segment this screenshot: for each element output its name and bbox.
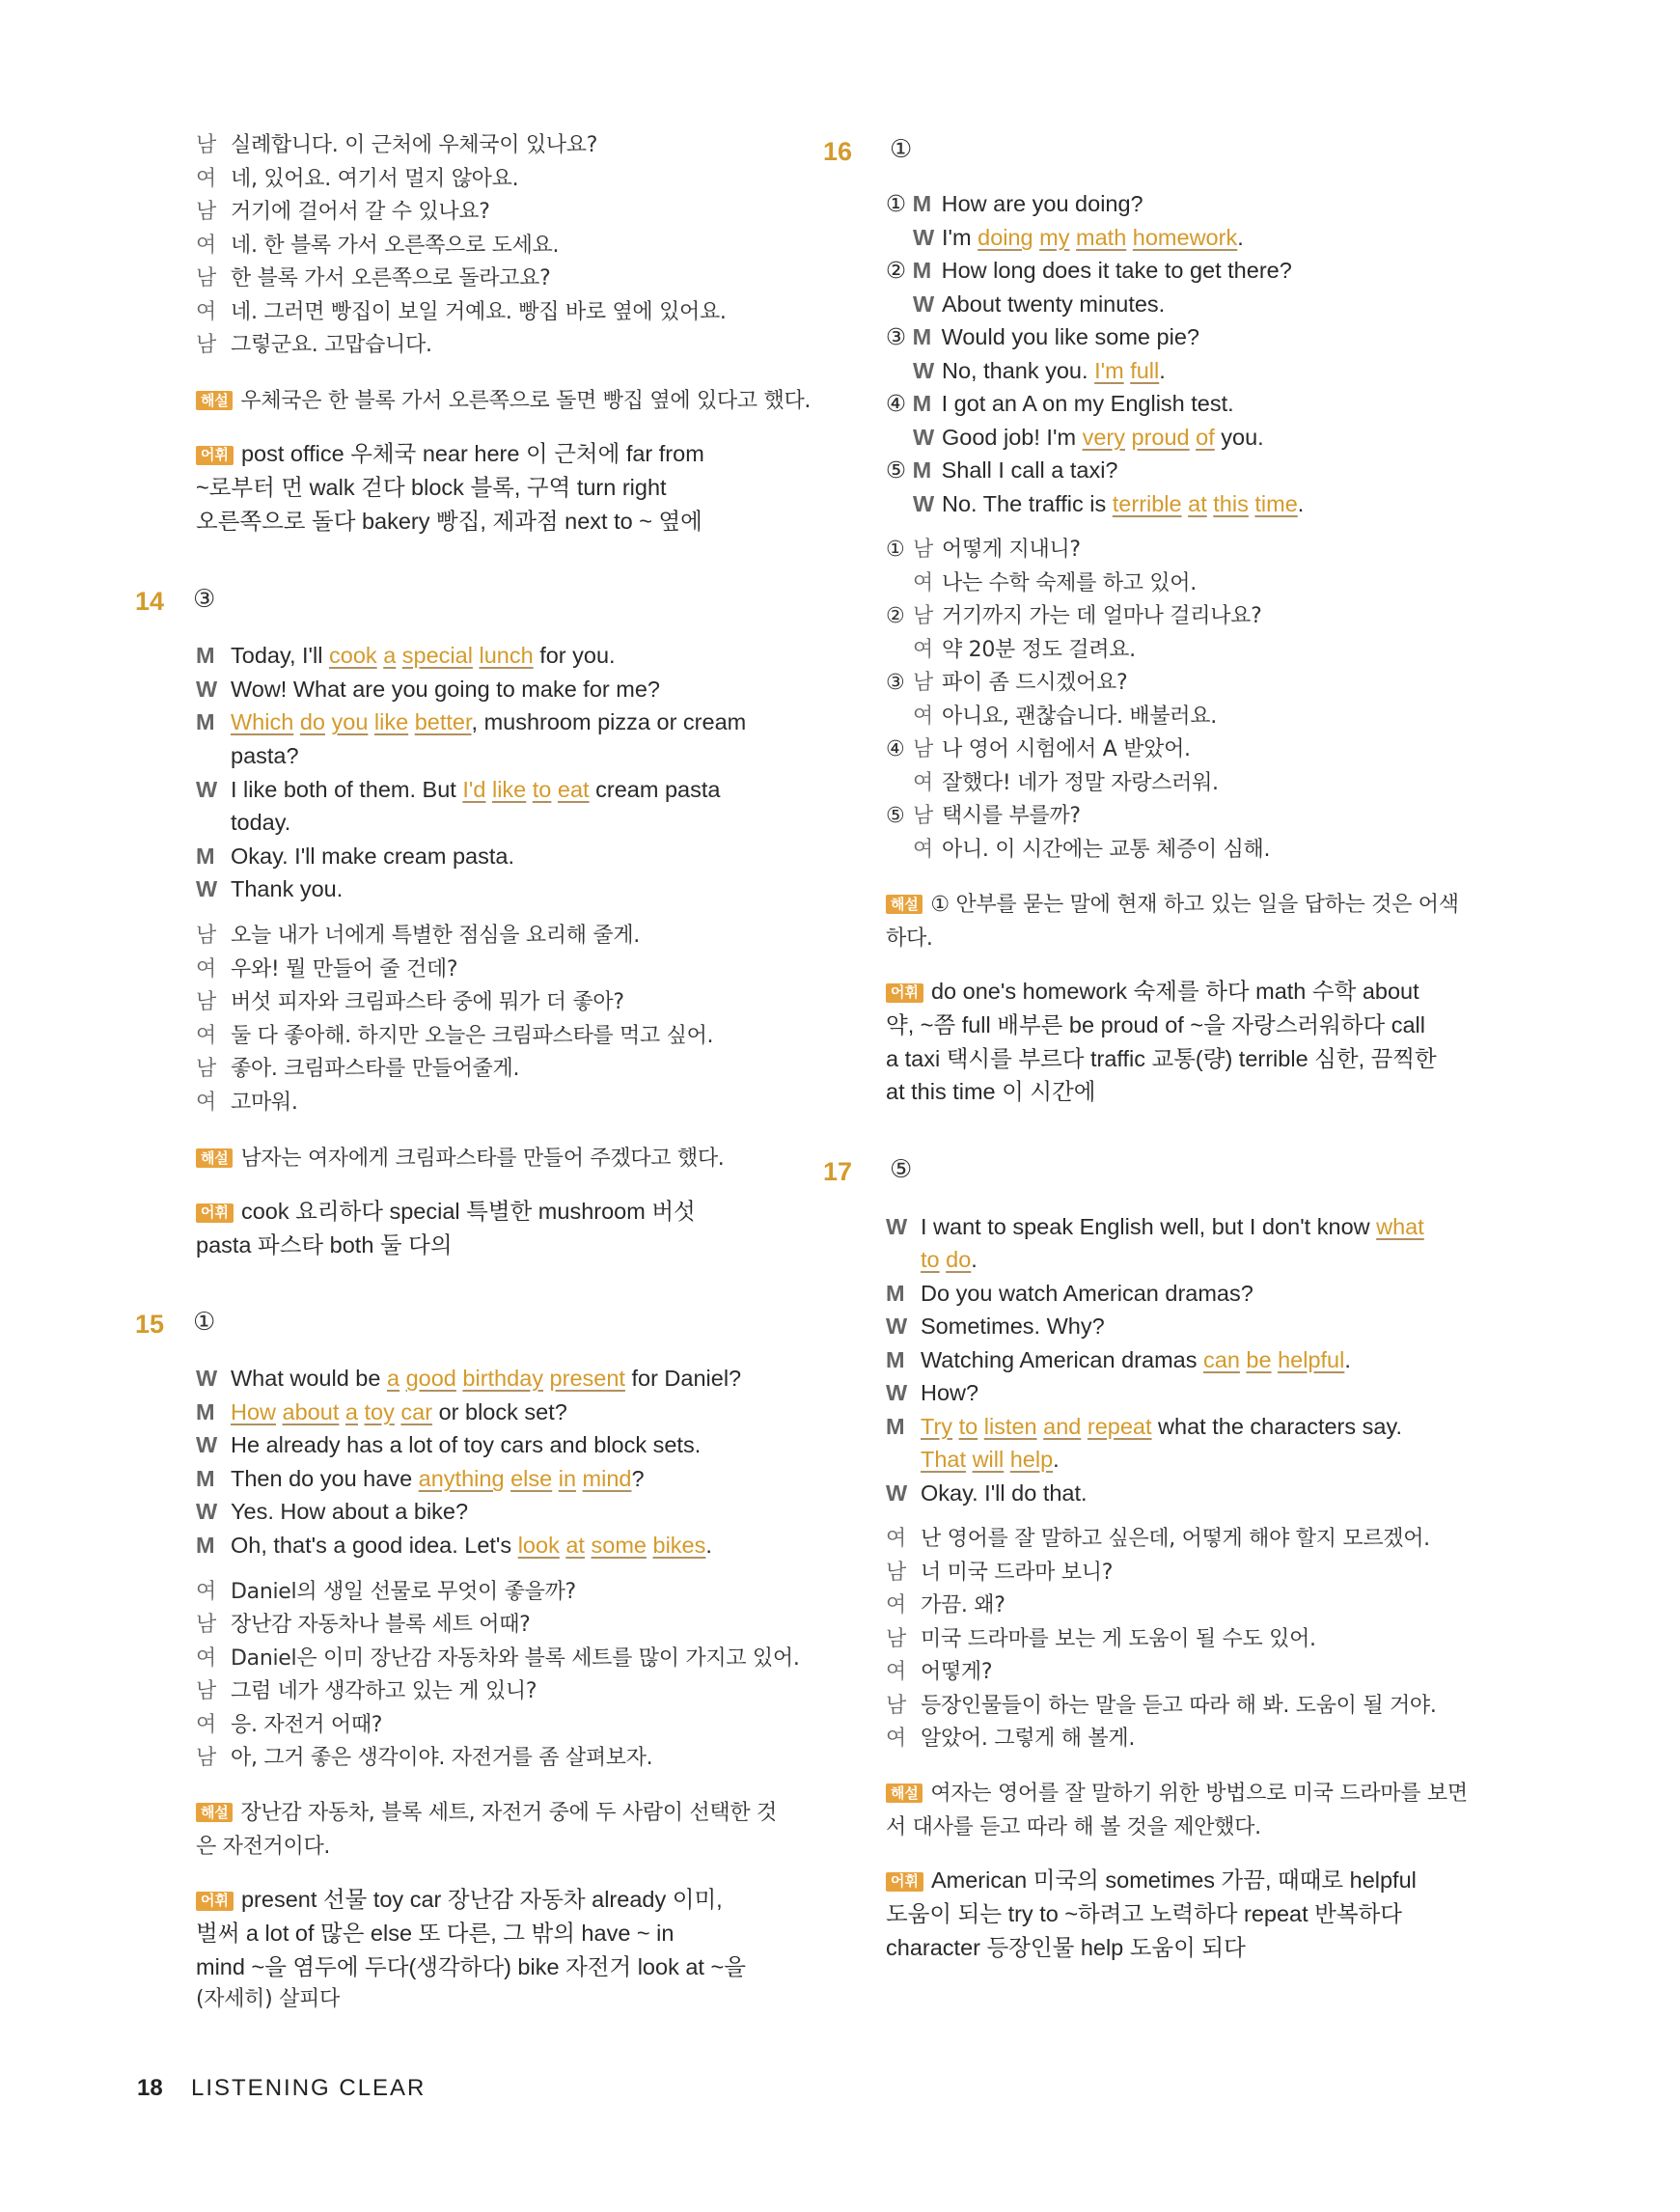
explain-tag: 해설 (886, 895, 923, 914)
explanation: 서 대사를 듣고 따라 해 볼 것을 제안했다. (886, 1815, 1261, 1839)
dialog-line: That will help. (921, 1447, 1060, 1472)
question-answer: ① (890, 135, 913, 164)
explain-tag: 해설 (196, 1803, 233, 1822)
dialog-line: ③ M Would you like some pie? (886, 323, 1199, 350)
kr-line: 여 네. 그러면 빵집이 보일 거예요. 빵집 바로 옆에 있어요. (196, 300, 727, 324)
kr-line: 여 Daniel의 생일 선물로 무엇이 좋을까? (196, 1580, 576, 1604)
kr-line: 여 어떻게? (886, 1660, 993, 1684)
dialog-line: ② M How long does it take to get there? (886, 257, 1292, 284)
kr-line: ② 남 거기까지 가는 데 얼마나 걸리나요? (886, 604, 1262, 628)
dialog-line: M Today, I'll cook a special lunch for you. (196, 643, 616, 668)
dialog-line: M Watching American dramas can be helpful. (886, 1347, 1351, 1372)
question-answer: ① (193, 1308, 216, 1337)
dialog-line: W Yes. How about a bike? (196, 1499, 469, 1524)
kr-line: 여 네, 있어요. 여기서 멀지 않아요. (196, 167, 519, 191)
dialog-line: W I like both of them. But I'd like to eat cream pasta (196, 777, 721, 802)
kr-line: 남 그렇군요. 고맙습니다. (196, 333, 432, 357)
explain-tag: 해설 (886, 1783, 923, 1803)
vocab-line: 어휘 present 선물 toy car 장난감 자동차 already 이미, (196, 1885, 723, 1914)
kr-line: 남 실례합니다. 이 근처에 우체국이 있나요? (196, 133, 598, 157)
explanation: 은 자전거이다. (196, 1835, 331, 1859)
kr-line: 남 미국 드라마를 보는 게 도움이 될 수도 있어. (886, 1627, 1316, 1651)
explanation: 해설 남자는 여자에게 크림파스타를 만들어 주겠다고 했다. (196, 1145, 725, 1174)
explanation: 해설 장난감 자동차, 블록 세트, 자전거 중에 두 사람이 선택한 것 (196, 1799, 777, 1828)
dialog-line: W What would be a good birthday present for Daniel? (196, 1366, 742, 1391)
kr-line: 남 너 미국 드라마 보니? (886, 1561, 1114, 1585)
kr-line: 여 가끔. 왜? (886, 1593, 1005, 1618)
kr-line: 남 아, 그거 좋은 생각이야. 자전거를 좀 살펴보자. (196, 1746, 653, 1770)
dialog-line: M Try to listen and repeat what the characters say. (886, 1414, 1403, 1439)
explanation: 해설 여자는 영어를 잘 말하기 위한 방법으로 미국 드라마를 보면 (886, 1780, 1468, 1809)
vocab-tag: 어휘 (196, 446, 234, 465)
vocab-line: character 등장인물 help 도움이 되다 (886, 1935, 1246, 1960)
dialog-line: M Then do you have anything else in mind? (196, 1466, 645, 1491)
vocab-line: ~로부터 먼 walk 걷다 block 블록, 구역 turn right (196, 475, 667, 500)
question-number: 15 (135, 1310, 165, 1339)
vocab-line: a taxi 택시를 부르다 traffic 교통(량) terrible 심한, 끔찍한 (886, 1046, 1437, 1071)
kr-line: 남 한 블록 가서 오른쪽으로 돌라고요? (196, 266, 551, 290)
kr-line: 여 Daniel은 이미 장난감 자동차와 블록 세트를 많이 가지고 있어. (196, 1646, 800, 1671)
dialog-line: ① M How are you doing? (886, 190, 1143, 217)
explanation: 해설 우체국은 한 블록 가서 오른쪽으로 돌면 빵집 옆에 있다고 했다. (196, 387, 811, 416)
kr-line: 남 버섯 피자와 크림파스타 중에 뭐가 더 좋아? (196, 990, 624, 1014)
question-number: 16 (823, 137, 853, 166)
dialog-line: W Sometimes. Why? (886, 1313, 1105, 1339)
kr-line: 남 등장인물들이 하는 말을 듣고 따라 해 봐. 도움이 될 거야. (886, 1694, 1437, 1718)
explanation: 하다. (886, 926, 933, 951)
vocab-line: mind ~을 염두에 두다(생각하다) bike 자전거 look at ~을 (196, 1954, 746, 1979)
question-answer: ⑤ (890, 1155, 913, 1184)
vocab-line: 오른쪽으로 돌다 bakery 빵집, 제과점 next to ~ 옆에 (196, 509, 702, 534)
vocab-tag: 어휘 (196, 1203, 234, 1223)
vocab-line: (자세히) 살피다 (196, 1987, 340, 2011)
kr-line: ④ 남 나 영어 시험에서 A 받았어. (886, 737, 1191, 761)
vocab-tag: 어휘 (886, 983, 923, 1003)
kr-line: ⑤ 남 택시를 부를까? (886, 804, 1081, 828)
dialog-line: pasta? (231, 743, 299, 768)
dialog-line: M Do you watch American dramas? (886, 1281, 1253, 1306)
vocab-line: 어휘 cook 요리하다 special 특별한 mushroom 버섯 (196, 1197, 696, 1226)
dialog-line: W Good job! I'm very proud of you. (913, 425, 1264, 450)
vocab-line: 어휘 American 미국의 sometimes 가끔, 때때로 helpful (886, 1866, 1417, 1894)
dialog-line: to do. (921, 1247, 978, 1272)
kr-line: 여 잘했다! 네가 정말 자랑스러워. (913, 771, 1219, 795)
dialog-line: W How? (886, 1380, 979, 1405)
vocab-line: 어휘 do one's homework 숙제를 하다 math 수학 about (886, 977, 1419, 1006)
dialog-line: W About twenty minutes. (913, 291, 1166, 317)
explain-tag: 해설 (196, 391, 233, 410)
kr-line: 여 우와! 뭘 만들어 줄 건데? (196, 957, 458, 982)
dialog-line: W No. The traffic is terrible at this time. (913, 491, 1305, 516)
question-number: 14 (135, 587, 165, 616)
dialog-line: ④ M I got an A on my English test. (886, 390, 1234, 417)
kr-line: ① 남 어떻게 지내니? (886, 538, 1081, 562)
kr-line: 여 난 영어를 잘 말하고 싶은데, 어떻게 해야 할지 모르겠어. (886, 1527, 1430, 1551)
kr-line: ③ 남 파이 좀 드시겠어요? (886, 671, 1128, 695)
vocab-line: at this time 이 시간에 (886, 1079, 1096, 1104)
page-number: 18 (137, 2075, 163, 2101)
dialog-line: M Okay. I'll make cream pasta. (196, 843, 514, 869)
kr-line: 여 아니요, 괜찮습니다. 배불러요. (913, 705, 1217, 729)
dialog-line: W He already has a lot of toy cars and block sets. (196, 1432, 702, 1457)
dialog-line: W I want to speak English well, but I don't know what (886, 1214, 1424, 1239)
dialog-line: M Oh, that's a good idea. Let's look at some bikes. (196, 1533, 712, 1558)
vocab-line: 도움이 되는 try to ~하려고 노력하다 repeat 반복하다 (886, 1901, 1402, 1926)
kr-line: 여 나는 수학 숙제를 하고 있어. (913, 571, 1197, 595)
dialog-line: W I'm doing my math homework. (913, 225, 1244, 250)
kr-line: 남 오늘 내가 너에게 특별한 점심을 요리해 줄게. (196, 924, 640, 948)
dialog-line: today. (231, 810, 291, 835)
kr-line: 남 거기에 걸어서 갈 수 있나요? (196, 200, 490, 224)
dialog-line: W Wow! What are you going to make for me? (196, 677, 660, 702)
kr-line: 여 네. 한 블록 가서 오른쪽으로 도세요. (196, 234, 560, 258)
kr-line: 여 응. 자전거 어때? (196, 1713, 383, 1737)
vocab-tag: 어휘 (196, 1892, 234, 1911)
vocab-line: 약, ~쯤 full 배부른 be proud of ~을 자랑스러워하다 call (886, 1012, 1425, 1037)
dialog-line: W No, thank you. I'm full. (913, 358, 1166, 383)
question-answer: ③ (193, 585, 216, 614)
kr-line: 여 아니. 이 시간에는 교통 체증이 심해. (913, 838, 1271, 862)
kr-line: 남 장난감 자동차나 블록 세트 어때? (196, 1613, 531, 1637)
vocab-line: 벌써 a lot of 많은 else 또 다른, 그 밖의 have ~ in (196, 1921, 675, 1946)
dialog-line: M How about a toy car or block set? (196, 1399, 567, 1424)
kr-line: 여 고마워. (196, 1091, 298, 1115)
kr-line: 여 둘 다 좋아해. 하지만 오늘은 크림파스타를 먹고 싶어. (196, 1024, 714, 1048)
kr-line: 여 약 20분 정도 걸려요. (913, 638, 1136, 662)
vocab-line: 어휘 post office 우체국 near here 이 근처에 far from (196, 439, 704, 468)
explanation: 해설 ① 안부를 묻는 말에 현재 하고 있는 일을 답하는 것은 어색 (886, 891, 1459, 920)
vocab-line: pasta 파스타 both 둘 다의 (196, 1232, 453, 1258)
dialog-line: M Which do you like better, mushroom pizza or cream (196, 709, 747, 734)
kr-line: 남 그럼 네가 생각하고 있는 게 있니? (196, 1679, 537, 1703)
book-title: LISTENING CLEAR (191, 2075, 427, 2101)
question-number: 17 (823, 1157, 853, 1186)
dialog-line: W Thank you. (196, 876, 344, 901)
kr-line: 남 좋아. 크림파스타를 만들어줄게. (196, 1057, 520, 1081)
vocab-tag: 어휘 (886, 1872, 923, 1892)
dialog-line: ⑤ M Shall I call a taxi? (886, 456, 1118, 484)
kr-line: 여 알았어. 그렇게 해 볼게. (886, 1727, 1136, 1751)
dialog-line: W Okay. I'll do that. (886, 1480, 1088, 1506)
explain-tag: 해설 (196, 1148, 233, 1168)
